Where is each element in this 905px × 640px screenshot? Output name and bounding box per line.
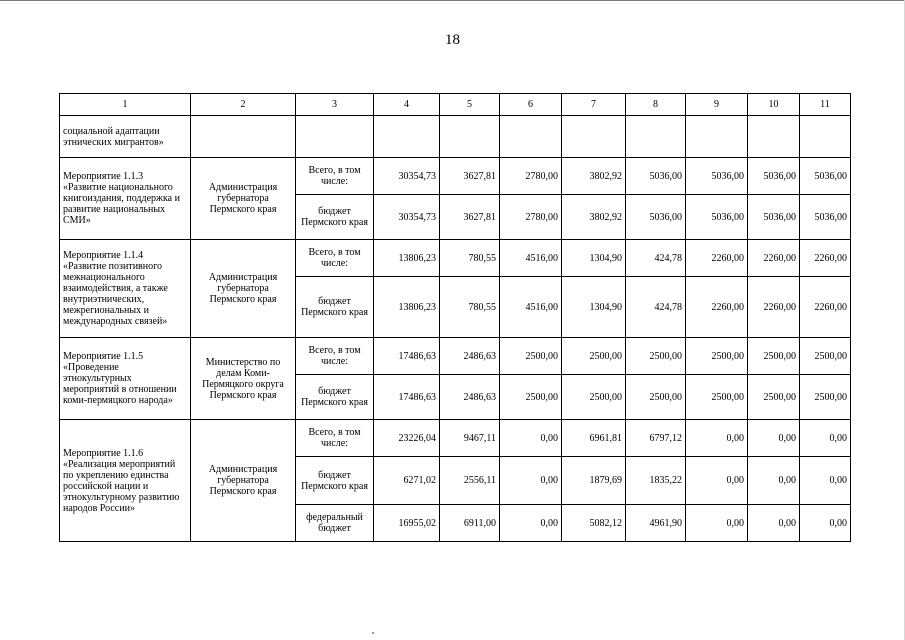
value-cell: 5036,00 (626, 158, 686, 195)
header-cell: 8 (626, 94, 686, 116)
value-cell: 0,00 (748, 505, 800, 542)
empty-cell (374, 116, 440, 158)
header-cell: 5 (440, 94, 500, 116)
value-cell: 2500,00 (800, 338, 851, 375)
funding-source: Всего, в том числе: (296, 240, 374, 277)
value-cell: 5036,00 (800, 195, 851, 240)
value-cell: 2260,00 (686, 277, 748, 338)
value-cell: 0,00 (500, 505, 562, 542)
executor: Администрация губернатора Пермского края (191, 240, 296, 338)
activity-title: Мероприятие 1.1.5 «Проведение этнокультурных мероприятий в отношении коми-пермяцкого народа» (60, 338, 191, 420)
value-cell: 424,78 (626, 277, 686, 338)
value-cell: 1304,90 (562, 240, 626, 277)
value-cell: 17486,63 (374, 338, 440, 375)
value-cell: 2500,00 (626, 375, 686, 420)
value-cell: 3627,81 (440, 158, 500, 195)
scan-speck (372, 632, 374, 634)
funding-source: бюджет Пермского края (296, 195, 374, 240)
empty-cell (500, 116, 562, 158)
header-row (60, 94, 851, 116)
value-cell: 2780,00 (500, 195, 562, 240)
value-cell: 2500,00 (626, 338, 686, 375)
value-cell: 3802,92 (562, 158, 626, 195)
value-cell: 2780,00 (500, 158, 562, 195)
empty-cell (626, 116, 686, 158)
value-cell: 16955,02 (374, 505, 440, 542)
value-cell: 2500,00 (562, 375, 626, 420)
activity-title: Мероприятие 1.1.3 «Развитие национального книгоиздания, поддержка и развитие национальных СМИ» (60, 158, 191, 240)
funding-source: бюджет Пермского края (296, 375, 374, 420)
budget-table (59, 93, 851, 542)
value-cell: 2260,00 (748, 240, 800, 277)
page-number: 18 (445, 32, 460, 48)
empty-cell (562, 116, 626, 158)
value-cell: 3802,92 (562, 195, 626, 240)
value-cell: 2260,00 (748, 277, 800, 338)
value-cell: 6797,12 (626, 420, 686, 457)
empty-cell (748, 116, 800, 158)
value-cell: 2486,63 (440, 338, 500, 375)
value-cell: 5036,00 (626, 195, 686, 240)
value-cell: 5036,00 (686, 195, 748, 240)
value-cell: 2500,00 (686, 338, 748, 375)
empty-cell (686, 116, 748, 158)
value-cell: 780,55 (440, 240, 500, 277)
value-cell: 2500,00 (686, 375, 748, 420)
value-cell: 30354,73 (374, 158, 440, 195)
funding-source: Всего, в том числе: (296, 420, 374, 457)
header-cell: 3 (296, 94, 374, 116)
value-cell: 0,00 (748, 457, 800, 505)
value-cell: 4516,00 (500, 240, 562, 277)
value-cell: 4961,90 (626, 505, 686, 542)
value-cell: 2260,00 (686, 240, 748, 277)
value-cell: 2500,00 (800, 375, 851, 420)
value-cell: 0,00 (500, 420, 562, 457)
header-cell: 2 (191, 94, 296, 116)
header-cell: 9 (686, 94, 748, 116)
empty-cell (296, 116, 374, 158)
funding-source: Всего, в том числе: (296, 338, 374, 375)
value-cell: 5082,12 (562, 505, 626, 542)
table-row (60, 240, 851, 277)
value-cell: 30354,73 (374, 195, 440, 240)
value-cell: 4516,00 (500, 277, 562, 338)
table-row (60, 158, 851, 195)
value-cell: 0,00 (686, 457, 748, 505)
value-cell: 1304,90 (562, 277, 626, 338)
funding-source: Всего, в том числе: (296, 158, 374, 195)
value-cell: 2500,00 (748, 338, 800, 375)
header-cell: 11 (800, 94, 851, 116)
value-cell: 13806,23 (374, 240, 440, 277)
value-cell: 6271,02 (374, 457, 440, 505)
value-cell: 6961,81 (562, 420, 626, 457)
table-row-continuation (60, 116, 851, 158)
header-cell: 6 (500, 94, 562, 116)
value-cell: 23226,04 (374, 420, 440, 457)
funding-source: федеральный бюджет (296, 505, 374, 542)
value-cell: 2486,63 (440, 375, 500, 420)
activity-title-continuation: социальной адаптации этнических мигрантов» (60, 116, 191, 158)
table-row (60, 420, 851, 457)
value-cell: 0,00 (800, 505, 851, 542)
executor: Администрация губернатора Пермского края (191, 158, 296, 240)
value-cell: 17486,63 (374, 375, 440, 420)
activity-title: Мероприятие 1.1.4 «Развитие позитивного межнационального взаимодействия, а также внутриэтнических, межрегиональных и международных связей» (60, 240, 191, 338)
empty-cell (440, 116, 500, 158)
activity-title: Мероприятие 1.1.6 «Реализация мероприятий по укреплению единства российской нации и этнокультурному развитию народов России» (60, 420, 191, 542)
value-cell: 6911,00 (440, 505, 500, 542)
value-cell: 0,00 (800, 420, 851, 457)
value-cell: 3627,81 (440, 195, 500, 240)
value-cell: 5036,00 (748, 158, 800, 195)
scan-edge-top (0, 0, 905, 1)
value-cell: 2260,00 (800, 240, 851, 277)
value-cell: 1879,69 (562, 457, 626, 505)
value-cell: 2500,00 (500, 338, 562, 375)
value-cell: 424,78 (626, 240, 686, 277)
header-cell: 7 (562, 94, 626, 116)
executor: Администрация губернатора Пермского края (191, 420, 296, 542)
header-cell: 4 (374, 94, 440, 116)
value-cell: 780,55 (440, 277, 500, 338)
funding-source: бюджет Пермского края (296, 277, 374, 338)
value-cell: 5036,00 (800, 158, 851, 195)
empty-cell (800, 116, 851, 158)
value-cell: 1835,22 (626, 457, 686, 505)
value-cell: 5036,00 (748, 195, 800, 240)
value-cell: 2500,00 (748, 375, 800, 420)
header-cell: 10 (748, 94, 800, 116)
empty-cell (191, 116, 296, 158)
table-row (60, 338, 851, 375)
value-cell: 0,00 (686, 420, 748, 457)
value-cell: 5036,00 (686, 158, 748, 195)
header-cell: 1 (60, 94, 191, 116)
value-cell: 0,00 (500, 457, 562, 505)
funding-source: бюджет Пермского края (296, 457, 374, 505)
value-cell: 9467,11 (440, 420, 500, 457)
value-cell: 2556,11 (440, 457, 500, 505)
value-cell: 0,00 (748, 420, 800, 457)
value-cell: 2500,00 (500, 375, 562, 420)
value-cell: 0,00 (800, 457, 851, 505)
value-cell: 13806,23 (374, 277, 440, 338)
value-cell: 0,00 (686, 505, 748, 542)
value-cell: 2500,00 (562, 338, 626, 375)
value-cell: 2260,00 (800, 277, 851, 338)
executor: Министерство по делам Коми-Пермяцкого округа Пермского края (191, 338, 296, 420)
